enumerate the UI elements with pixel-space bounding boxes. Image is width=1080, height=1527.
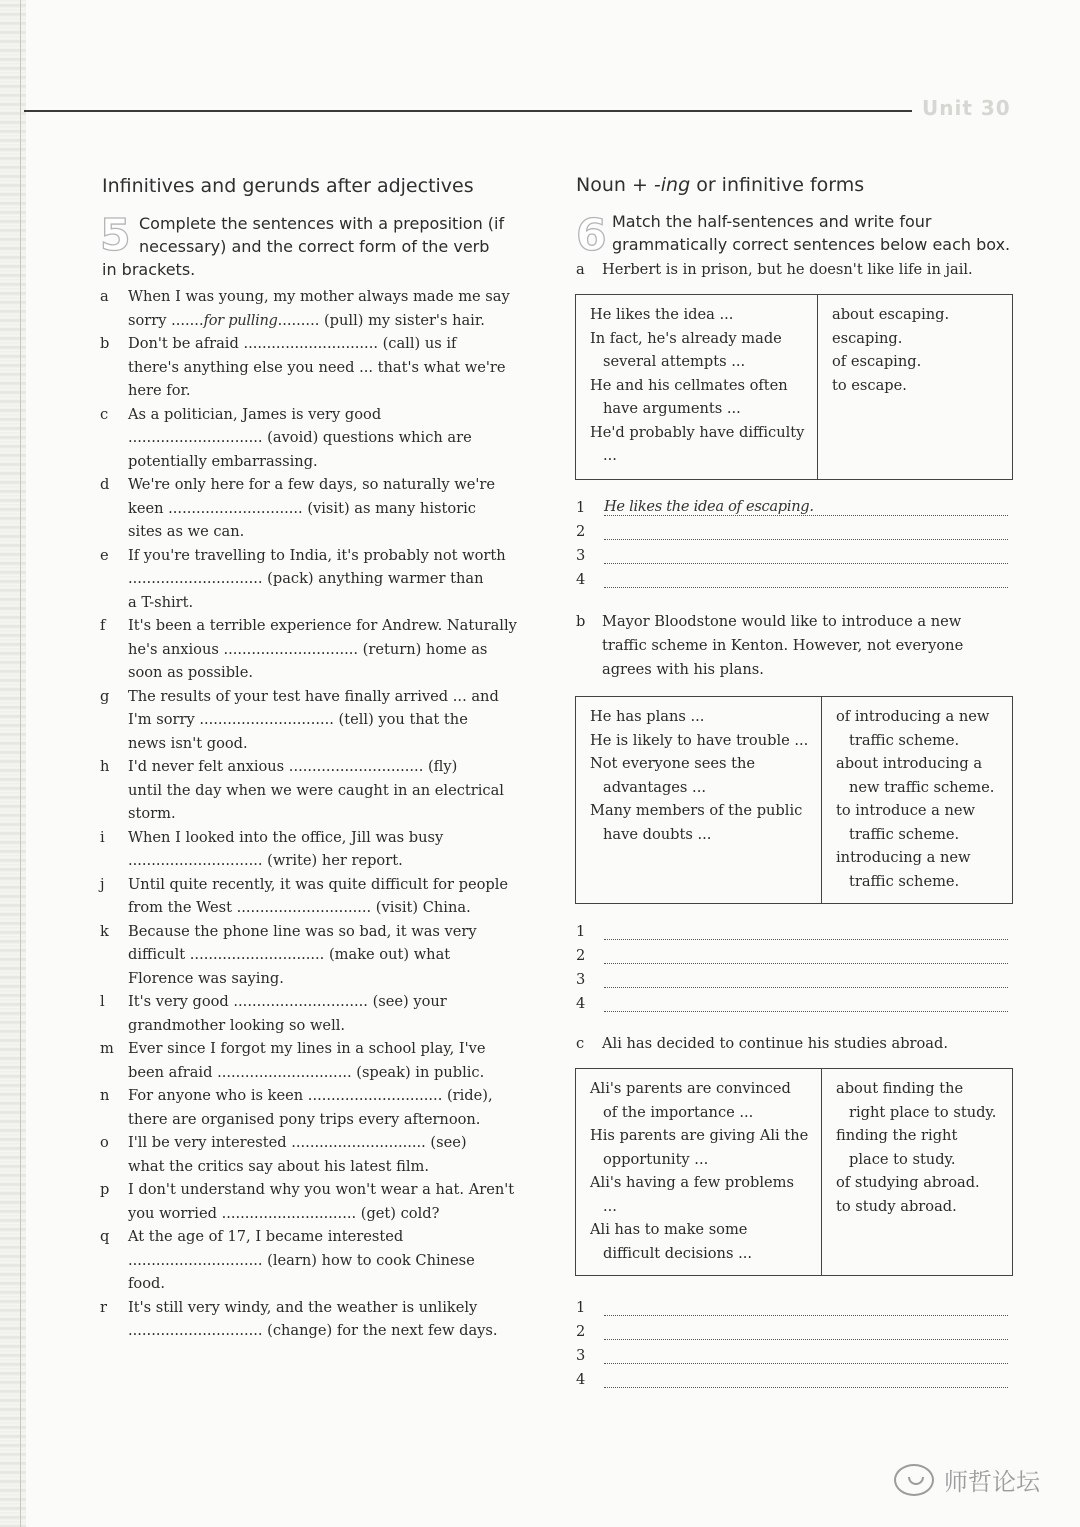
- exercise-item: [100, 332, 546, 403]
- item-line: what the critics say about his latest film.: [128, 1157, 430, 1175]
- item-letter: f: [100, 617, 106, 634]
- exercise-item: [100, 1225, 546, 1296]
- part-intro-text: [602, 610, 996, 682]
- item-text: [128, 332, 546, 403]
- answer-line: [576, 940, 1008, 964]
- item-letter: j: [100, 875, 105, 893]
- match-box: [575, 696, 1013, 904]
- first-halves: [576, 295, 818, 479]
- item-text: [128, 685, 546, 756]
- exercise-item: [100, 544, 546, 615]
- second-halves: [818, 295, 1012, 479]
- second-half: finding the right place to study.: [836, 1127, 958, 1168]
- item-line: When I was young, my mother always made me say: [128, 288, 510, 305]
- item-line: Ever since I forgot my lines in a school play, I've: [128, 1040, 486, 1057]
- title-part: or infinitive forms: [690, 174, 865, 196]
- header-rule: [24, 110, 912, 112]
- item-line: ............................. (change) for the next few days.: [128, 1322, 498, 1339]
- item-text: [128, 544, 546, 615]
- item-text: [128, 826, 546, 873]
- answer-input[interactable]: He likes the idea of escaping.: [604, 499, 1008, 516]
- item-line: As a politician, James is very good: [128, 405, 382, 423]
- second-halves: [822, 1069, 1012, 1275]
- instruction-line: grammatically correct sentences below each box.: [612, 235, 1011, 254]
- exercise-item: [100, 826, 546, 873]
- instruction-line: necessary) and the correct form of the verb: [139, 237, 490, 256]
- item-line: It's been a terrible experience for Andrew. Naturally: [128, 617, 517, 634]
- item-line: keen ............................. (visit) as many historic: [128, 499, 476, 517]
- first-half: Not everyone sees the advantages ...: [590, 755, 756, 796]
- item-line: difficult ............................. (make out) what: [128, 946, 451, 963]
- answer-number: 3: [576, 971, 586, 988]
- first-half: Ali has to make some difficult decisions ...: [590, 1221, 752, 1262]
- item-letter: a: [100, 288, 109, 305]
- second-half: to study abroad.: [836, 1197, 957, 1215]
- item-text: [128, 1037, 546, 1084]
- answer-line: [576, 1316, 1008, 1340]
- exercise-item: [100, 1131, 546, 1178]
- first-half: He likes the idea ...: [590, 306, 734, 323]
- item-letter: d: [100, 476, 110, 493]
- instruction-line: Complete the sentences with a preposition (if: [139, 214, 505, 233]
- exercise-number-5: 5: [100, 210, 131, 261]
- item-text: [128, 990, 546, 1037]
- exercise-number-6: 6: [576, 210, 607, 261]
- answer-input[interactable]: [604, 523, 1008, 540]
- wechat-icon: [894, 1464, 934, 1496]
- item-text: [128, 920, 546, 991]
- answer-number: 2: [576, 1323, 586, 1340]
- second-half: of introducing a new traffic scheme.: [836, 708, 990, 749]
- instruction-line: Match the half-sentences and write four: [612, 212, 932, 231]
- item-line: there's anything else you need ... that's what we're: [128, 358, 506, 376]
- answer-lines: [576, 916, 1008, 1012]
- item-text: [128, 403, 546, 474]
- answer-number: 1: [576, 1299, 586, 1316]
- second-half: introducing a new traffic scheme.: [836, 849, 971, 890]
- answer-input[interactable]: [604, 1371, 1008, 1388]
- answer-input[interactable]: [604, 1347, 1008, 1364]
- intro-line: Herbert is in prison, but he doesn't like life in jail.: [602, 261, 973, 278]
- item-text: [128, 285, 546, 332]
- item-line: you worried ............................. (get) cold?: [128, 1204, 440, 1222]
- item-line: he's anxious ............................. (return) home as: [128, 640, 488, 658]
- instructions-ex6: [612, 210, 1052, 256]
- part-letter: a: [576, 261, 585, 278]
- answer-number: 4: [576, 1371, 586, 1388]
- item-line: here for.: [128, 382, 191, 399]
- answer-number: 1: [576, 499, 586, 516]
- answer-number: 4: [576, 571, 586, 588]
- first-half: He has plans ...: [590, 708, 705, 725]
- second-half: of studying abroad.: [836, 1174, 980, 1191]
- section-title-ex6: [576, 174, 864, 196]
- item-line: Florence was saying.: [128, 969, 284, 987]
- item-line: from the West ............................. (visit) China.: [128, 899, 471, 916]
- exercise-item: [100, 614, 546, 685]
- item-line: I'm sorry ............................. (tell) you that the: [128, 711, 468, 728]
- item-letter: l: [100, 993, 105, 1010]
- item-line: food.: [128, 1275, 165, 1292]
- item-line: a T-shirt.: [128, 593, 194, 611]
- answer-line: [576, 492, 1008, 516]
- item-line: I don't understand why you won't wear a hat. Aren't: [128, 1181, 515, 1198]
- item-line: When I looked into the office, Jill was busy: [128, 828, 444, 846]
- watermark: [894, 1462, 1040, 1497]
- item-line: [128, 309, 546, 333]
- item-text: [128, 873, 546, 920]
- second-half: about escaping.: [832, 306, 950, 323]
- answer-number: 2: [576, 523, 586, 540]
- item-line: The results of your test have finally arrived ... and: [128, 687, 499, 705]
- answer-input[interactable]: [604, 547, 1008, 564]
- match-box: [575, 1068, 1013, 1276]
- item-line: news isn't good.: [128, 734, 248, 752]
- answer-line: [576, 516, 1008, 540]
- answer-input[interactable]: [604, 971, 1008, 988]
- intro-line: agrees with his plans.: [602, 661, 764, 678]
- answer-number: 3: [576, 547, 586, 564]
- answer-line: [576, 988, 1008, 1012]
- answer-input[interactable]: [604, 947, 1008, 964]
- item-line: been afraid ............................. (speak) in public.: [128, 1063, 485, 1081]
- item-line: If you're travelling to India, it's probably not worth: [128, 546, 506, 564]
- watermark-text: 师哲论坛: [944, 1468, 1040, 1496]
- first-half: He and his cellmates often have arguments ...: [590, 376, 788, 417]
- exercise-item: [100, 1037, 546, 1084]
- first-half: His parents are giving Ali the opportunity ...: [590, 1127, 809, 1168]
- exercise-item: [100, 920, 546, 991]
- item-line: I'll be very interested ............................. (see): [128, 1134, 467, 1151]
- part-intro: [576, 610, 996, 682]
- exercise-item: [100, 285, 546, 332]
- item-letter: g: [100, 687, 110, 705]
- item-line: ............................. (pack) anything warmer than: [128, 570, 484, 587]
- item-text: [128, 1131, 546, 1178]
- item-line: It's very good ............................. (see) your: [128, 993, 447, 1010]
- item-line: At the age of 17, I became interested: [128, 1228, 404, 1245]
- intro-line: Ali has decided to continue his studies abroad.: [602, 1035, 948, 1052]
- item-line: We're only here for a few days, so naturally we're: [128, 476, 496, 493]
- answer-input[interactable]: [604, 1323, 1008, 1340]
- item-text: [128, 1296, 546, 1343]
- item-letter: k: [100, 922, 109, 940]
- scan-edge-line: [20, 0, 21, 1527]
- item-text: [128, 755, 546, 826]
- second-half: to escape.: [832, 376, 907, 394]
- answer-line: [576, 916, 1008, 940]
- answer-input[interactable]: [604, 571, 1008, 588]
- item-line: storm.: [128, 805, 176, 822]
- item-letter: q: [100, 1228, 110, 1245]
- item-letter: e: [100, 546, 109, 564]
- item-line: there are organised pony trips every afternoon.: [128, 1110, 481, 1128]
- item-letter: m: [100, 1040, 114, 1057]
- second-half: of escaping.: [832, 353, 922, 370]
- second-half: about finding the right place to study.: [836, 1080, 997, 1121]
- match-box: [575, 294, 1013, 480]
- exercise-item: [100, 1178, 546, 1225]
- item-letter: n: [100, 1087, 110, 1104]
- part-letter: c: [576, 1035, 585, 1052]
- exercise-item: [100, 403, 546, 474]
- item-text: [128, 1084, 546, 1131]
- answer-lines: [576, 1292, 1008, 1388]
- first-half: Ali's having a few problems ...: [590, 1174, 794, 1215]
- second-half: to introduce a new traffic scheme.: [836, 802, 976, 843]
- item-line: Because the phone line was so bad, it was very: [128, 922, 477, 940]
- part-intro: [576, 258, 1016, 282]
- item-letter: r: [100, 1298, 107, 1316]
- answer-number: 1: [576, 923, 586, 940]
- item-line: I'd never felt anxious ............................. (fly): [128, 758, 458, 775]
- unit-label: Unit 30: [922, 96, 1011, 120]
- exercise-item: [100, 685, 546, 756]
- item-line: soon as possible.: [128, 664, 253, 681]
- exercise-item: [100, 990, 546, 1037]
- item-line: Until quite recently, it was quite difficult for people: [128, 875, 509, 893]
- part-intro-text: [602, 1032, 1016, 1056]
- answer-line: [576, 1292, 1008, 1316]
- part-intro-text: [602, 258, 1016, 282]
- item-line: ............................. (avoid) questions which are: [128, 429, 472, 446]
- item-line: sites as we can.: [128, 523, 245, 540]
- first-half: Ali's parents are convinced of the importance ...: [590, 1080, 791, 1121]
- first-half: He is likely to have trouble ...: [590, 731, 809, 749]
- item-letter: o: [100, 1134, 109, 1151]
- exercise-item: [100, 1084, 546, 1131]
- section-title-ex5: Infinitives and gerunds after adjectives: [102, 175, 474, 197]
- part-intro: [576, 1032, 1016, 1056]
- exercise-item: [100, 755, 546, 826]
- answer-line: [576, 564, 1008, 588]
- answer-input[interactable]: [604, 923, 1008, 940]
- answer-line: [576, 1340, 1008, 1364]
- item-line: until the day when we were caught in an electrical: [128, 781, 504, 799]
- instructions-ex5: [102, 212, 542, 281]
- answer-input[interactable]: [604, 1299, 1008, 1316]
- first-halves: [576, 1069, 822, 1275]
- exercise-item: [100, 1296, 546, 1343]
- item-text: [128, 473, 546, 544]
- item-letter: p: [100, 1181, 110, 1198]
- instruction-line: in brackets.: [102, 260, 196, 279]
- first-half: He'd probably have difficulty ...: [590, 423, 805, 464]
- item-letter: b: [100, 335, 110, 352]
- second-halves: [822, 697, 1012, 903]
- gap-post: ......... (pull) my sister's hair.: [277, 311, 485, 329]
- item-line: For anyone who is keen ............................. (ride),: [128, 1087, 493, 1104]
- item-line: potentially embarrassing.: [128, 452, 318, 470]
- exercise-item: [100, 473, 546, 544]
- item-letter: c: [100, 405, 109, 423]
- exercise5-items: [100, 285, 546, 1343]
- item-line: It's still very windy, and the weather is unlikely: [128, 1298, 478, 1316]
- part-letter: b: [576, 613, 586, 630]
- second-half: escaping.: [832, 329, 903, 347]
- answer-number: 2: [576, 947, 586, 964]
- answer-number: 4: [576, 995, 586, 1012]
- first-half: In fact, he's already made several attempts ...: [590, 329, 782, 370]
- item-text: [128, 1178, 546, 1225]
- scan-edge: [0, 0, 26, 1527]
- item-letter: h: [100, 758, 110, 775]
- answer-input[interactable]: [604, 995, 1008, 1012]
- item-line: ............................. (learn) how to cook Chinese: [128, 1251, 475, 1269]
- gap-pre: sorry .......: [128, 311, 204, 329]
- second-half: about introducing a new traffic scheme.: [836, 755, 995, 796]
- title-part: Noun +: [576, 174, 654, 196]
- item-line: ............................. (write) her report.: [128, 852, 403, 869]
- item-line: grandmother looking so well.: [128, 1016, 346, 1034]
- item-text: [128, 1225, 546, 1296]
- item-text: [128, 614, 546, 685]
- exercise-item: [100, 873, 546, 920]
- answer-line: [576, 964, 1008, 988]
- intro-line: traffic scheme in Kenton. However, not everyone: [602, 637, 964, 654]
- title-part-italic: -ing: [653, 174, 691, 196]
- first-half: Many members of the public have doubts ...: [590, 802, 803, 843]
- answer-line: [576, 1364, 1008, 1388]
- item-line: Don't be afraid ............................. (call) us if: [128, 335, 457, 352]
- answer-lines: [576, 492, 1008, 588]
- handwritten-answer[interactable]: for pulling: [203, 311, 278, 329]
- first-halves: [576, 697, 822, 903]
- answer-line: [576, 540, 1008, 564]
- answer-number: 3: [576, 1347, 586, 1364]
- item-letter: i: [100, 828, 105, 846]
- intro-line: Mayor Bloodstone would like to introduce a new: [602, 613, 962, 630]
